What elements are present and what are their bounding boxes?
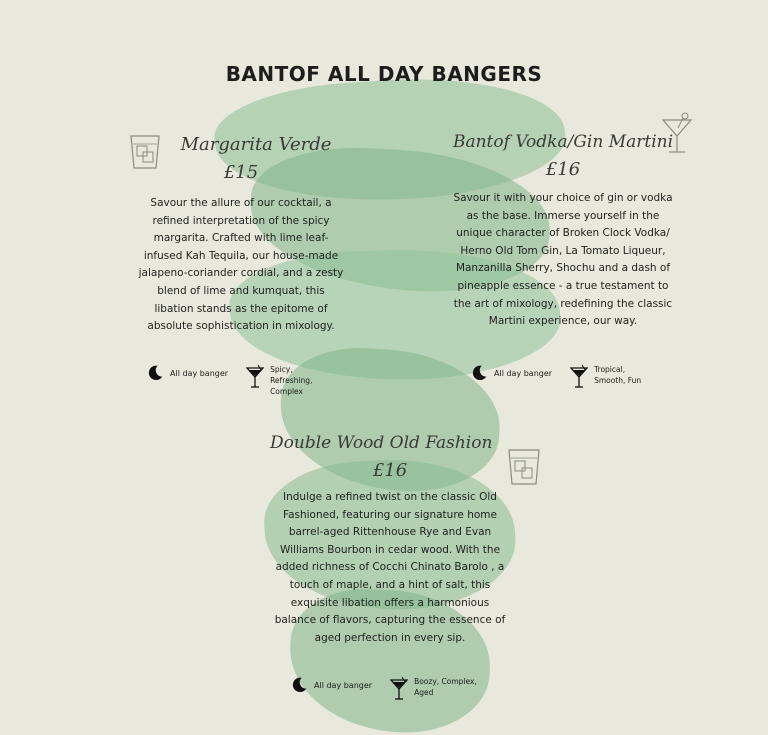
time-tag-label: All day banger — [170, 368, 229, 378]
martini-glass-icon — [246, 364, 264, 390]
time-tag — [146, 364, 228, 382]
cocktail-name: Double Wood Old Fashion — [270, 433, 493, 453]
cocktail-bantof-martini — [450, 130, 676, 331]
page-title: BANTOF ALL DAY BANGERS — [225, 62, 543, 86]
crescent-moon-icon — [146, 364, 164, 382]
cocktail-double-wood-old-fashion — [270, 431, 510, 647]
flavor-tag-label: Boozy, Complex, Aged — [414, 677, 477, 697]
cocktail-tags — [470, 364, 641, 390]
flavor-tag — [570, 364, 641, 390]
cocktail-description: Savour the allure of our cocktail, a refined interpretation of the spicy margarita. Crafted with lime leaf-infused Kah Tequila, our house-made jalapeno-coriander cordial, and a zesty blend of lime and kumquat, this libation stands as the epitome of absolute sophistication in mixology. — [138, 197, 344, 333]
rocks-glass-icon — [506, 446, 542, 488]
time-tag — [290, 676, 372, 694]
flavor-tag-label: Spicy, Refreshing, Complex — [270, 365, 313, 396]
cocktail-price: £15 — [223, 162, 259, 183]
martini-glass-icon — [660, 110, 694, 156]
cocktail-margarita-verde — [138, 133, 344, 336]
cocktail-price: £16 — [545, 159, 581, 180]
cocktail-description: Indulge a refined twist on the classic Old Fashioned, featuring our signature home barrel-aged Rittenhouse Rye and Evan Williams Bourbon in cedar wood. With the added richness of Cocchi Chinato Barolo , a touch of maple, and a hint of salt, this exquisite libation offers a harmonious balance of flavors, capturing the essence of aged perfection in every sip. — [274, 491, 506, 644]
cocktail-name: Margarita Verde — [180, 134, 332, 155]
flavor-tag — [390, 676, 477, 702]
cocktail-description: Savour it with your choice of gin or vodka as the base. Immerse yourself in the unique character of Broken Clock Vodka/ Herno Old Tom Gin, La Tomato Liqueur, Manzanilla Sherry, Shochu and a dash of pineapple essence - a true testament to the art of mixology, redefining the classic Martini experience, our way. — [453, 192, 673, 328]
crescent-moon-icon — [470, 364, 488, 382]
flavor-tag-label: Tropical, Smooth, Fun — [594, 365, 642, 385]
time-tag-label: All day banger — [494, 368, 553, 378]
crescent-moon-icon — [290, 676, 308, 694]
time-tag — [470, 364, 552, 382]
cocktail-price: £16 — [372, 460, 408, 481]
cocktail-name: Bantof Vodka/Gin Martini — [452, 132, 674, 152]
martini-glass-icon — [390, 676, 408, 702]
time-tag-label: All day banger — [314, 680, 373, 690]
cocktail-tags — [146, 364, 312, 397]
cocktail-tags — [290, 676, 477, 702]
flavor-tag — [246, 364, 312, 397]
martini-glass-icon — [570, 364, 588, 390]
